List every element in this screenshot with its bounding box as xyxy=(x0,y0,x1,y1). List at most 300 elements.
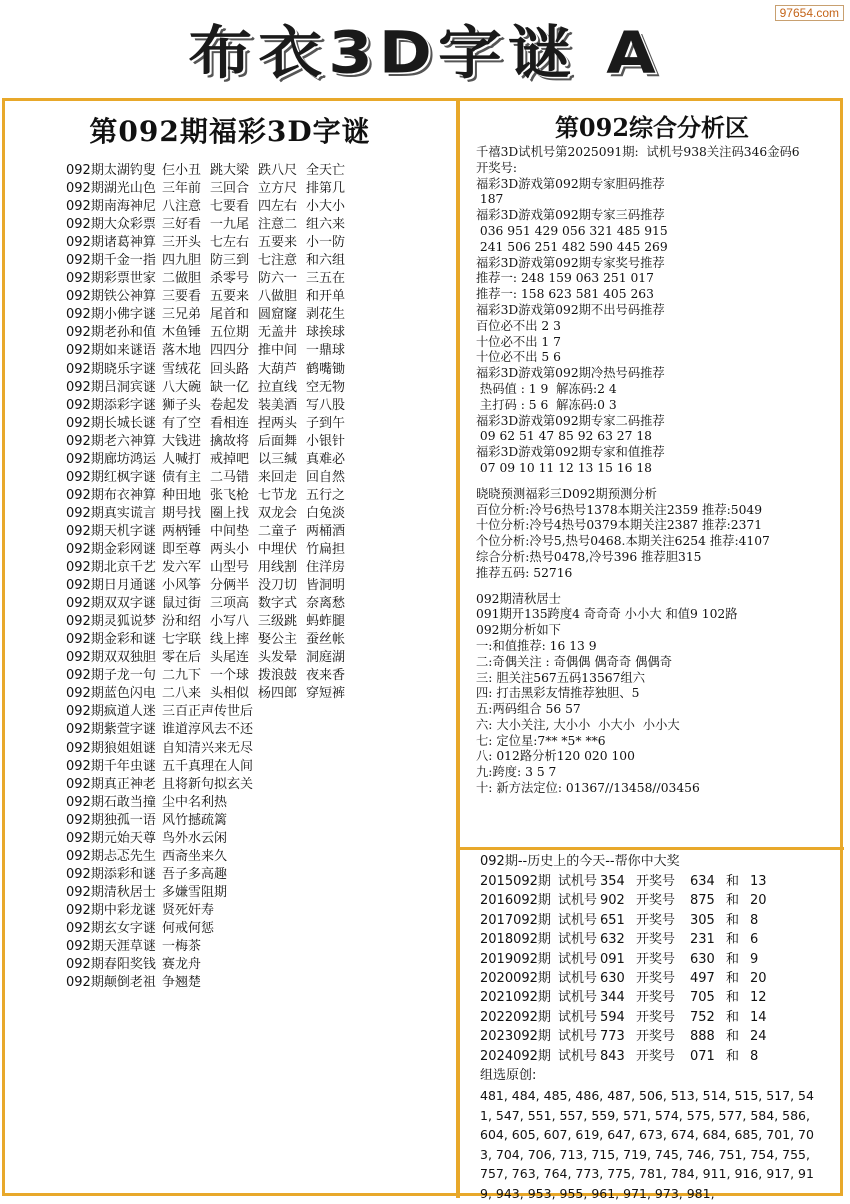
draw-label: 开奖号 xyxy=(636,1029,676,1045)
column-divider xyxy=(456,98,460,1198)
analysis-line: 187 xyxy=(476,192,504,207)
draw-number: 231 xyxy=(690,932,715,948)
trial-number: 344 xyxy=(600,990,625,1006)
trial-label: 试机号 xyxy=(558,951,598,967)
riddle-text xyxy=(162,956,201,974)
riddle-phrase: 债有主 xyxy=(162,469,202,485)
analysis-line: 十位分析:冷号4热号0379本期关注2387 推荐:2371 xyxy=(476,518,763,533)
analysis-line: 福彩3D游戏第092期专家奖号推荐 xyxy=(476,255,665,270)
trial-number: 354 xyxy=(600,874,625,889)
history-row xyxy=(476,1047,836,1066)
history-row xyxy=(476,891,836,910)
riddle-phrase: 小银针 xyxy=(306,433,346,449)
sum-value: 20 xyxy=(750,893,767,909)
riddle-row xyxy=(66,848,450,866)
riddle-text xyxy=(162,397,345,415)
analysis-line: 092期清秋居士 xyxy=(476,591,561,606)
history-row xyxy=(476,988,836,1007)
riddle-text xyxy=(162,667,345,685)
analysis-line: 七: 定位星:7** *5* **6 xyxy=(476,733,606,748)
trial-number: 630 xyxy=(600,971,625,987)
riddle-text xyxy=(162,361,345,379)
sum-value: 9 xyxy=(750,951,759,967)
riddle-text xyxy=(162,433,345,451)
riddle-phrase: 三级跳 xyxy=(258,614,298,630)
riddle-phrase: 卷起发 xyxy=(210,397,250,413)
riddle-row xyxy=(66,397,450,415)
riddle-phrase: 竹扁担 xyxy=(306,541,346,557)
riddle-source: 092期颠倒老祖 xyxy=(66,975,156,991)
riddle-phrase: 子到午 xyxy=(306,415,346,431)
riddle-phrase: 贤死奸寿 xyxy=(162,902,215,918)
history-row xyxy=(476,930,836,949)
riddle-row xyxy=(66,721,450,739)
riddle-text xyxy=(162,740,253,758)
riddle-row xyxy=(66,577,450,595)
riddle-text xyxy=(162,920,214,938)
riddle-phrase: 一个球 xyxy=(210,668,250,684)
riddle-phrase: 自知清兴来无尽 xyxy=(162,740,254,756)
riddle-source: 092期吕洞宾谜 xyxy=(66,379,156,395)
riddle-phrase: 穿短裤 xyxy=(306,686,346,702)
riddle-phrase: 吾子多高趣 xyxy=(162,866,228,882)
riddle-row xyxy=(66,252,450,270)
sum-label: 和 xyxy=(726,912,740,928)
riddle-row xyxy=(66,361,450,379)
draw-number: 497 xyxy=(690,971,715,987)
sum-label: 和 xyxy=(726,874,740,889)
sum-label: 和 xyxy=(726,990,740,1006)
history-panel xyxy=(476,852,836,1204)
riddle-source: 092期太湖钓叟 xyxy=(66,163,156,178)
draw-number: 888 xyxy=(690,1029,715,1045)
riddle-text xyxy=(162,721,253,739)
riddle-phrase: 无盖井 xyxy=(258,325,298,341)
trial-label: 试机号 xyxy=(558,990,598,1006)
analysis-line: 三: 胆关注567五码13567组六 xyxy=(476,670,646,685)
riddle-phrase: 防三到 xyxy=(210,253,250,269)
riddle-source: 092期彩票世家 xyxy=(66,271,156,287)
riddle-text xyxy=(162,415,345,433)
riddle-phrase: 捏两头 xyxy=(258,415,298,431)
riddle-text xyxy=(162,974,201,992)
analysis-line: 福彩3D游戏第092期专家二码推荐 xyxy=(476,413,665,428)
riddle-phrase: 白兔淡 xyxy=(306,505,346,521)
draw-label: 开奖号 xyxy=(636,893,676,909)
riddle-text xyxy=(162,252,345,270)
riddle-phrase: 和开单 xyxy=(306,289,346,305)
riddle-phrase: 赛龙舟 xyxy=(162,957,202,973)
riddle-phrase: 中间垫 xyxy=(210,523,250,539)
riddle-phrase: 娶公主 xyxy=(258,632,298,648)
riddle-source: 092期老孙和值 xyxy=(66,325,156,341)
riddle-phrase: 五行之 xyxy=(306,487,346,503)
riddle-phrase: 张飞枪 xyxy=(210,487,250,503)
riddle-phrase: 跳大梁 xyxy=(210,163,250,178)
analysis-line: 千禧3D试机号第2025091期: 试机号938关注码346金码6 xyxy=(476,145,800,159)
riddle-source: 092期廊坊鸿运 xyxy=(66,451,156,467)
riddle-text xyxy=(162,559,345,577)
riddle-phrase: 三五在 xyxy=(306,271,346,287)
riddle-text xyxy=(162,523,345,541)
riddle-source: 092期南海神尼 xyxy=(66,199,156,215)
riddle-source: 092期添彩和谜 xyxy=(66,866,156,882)
history-rows xyxy=(476,872,836,1066)
riddle-phrase: 全天亡 xyxy=(306,163,346,178)
riddle-source: 092期布衣神算 xyxy=(66,487,156,503)
riddle-source: 092期蓝色闪电 xyxy=(66,686,156,702)
analysis-line: 036 951 429 056 321 485 915 xyxy=(476,223,668,238)
riddle-source: 092期晓乐字谜 xyxy=(66,361,156,377)
riddle-source: 092期真实谎言 xyxy=(66,505,156,521)
riddle-phrase: 雪绒花 xyxy=(162,361,202,377)
riddle-phrase: 杀零号 xyxy=(210,271,250,287)
riddle-phrase: 谁道淳风去不还 xyxy=(162,722,254,738)
trial-label: 试机号 xyxy=(558,1029,598,1045)
riddle-phrase: 狮子头 xyxy=(162,397,202,413)
draw-number: 705 xyxy=(690,990,715,1006)
analysis-line: 五:两码组合 56 57 xyxy=(476,702,581,717)
riddle-source: 092期金彩和谜 xyxy=(66,632,156,648)
sum-label: 和 xyxy=(726,893,740,909)
riddle-source: 092期真正神老 xyxy=(66,776,156,792)
riddle-row xyxy=(66,270,450,288)
draw-number: 752 xyxy=(690,1009,715,1025)
site-watermark: 97654.com xyxy=(775,5,844,21)
riddle-text xyxy=(162,758,253,776)
riddle-row xyxy=(66,631,450,649)
riddle-row xyxy=(66,306,450,324)
riddle-phrase: 双龙会 xyxy=(258,505,298,521)
analysis-line: 综合分析:热号0478,冷号396 推荐胆315 xyxy=(476,549,702,564)
riddle-source: 092期铁公神算 xyxy=(66,289,156,305)
sum-label: 和 xyxy=(726,1048,740,1064)
riddle-text xyxy=(162,288,345,306)
riddle-source: 092期诸葛神算 xyxy=(66,235,156,251)
riddle-phrase: 洞庭湖 xyxy=(306,650,346,666)
riddle-phrase: 剥花生 xyxy=(306,307,346,323)
riddle-phrase: 二九下 xyxy=(162,668,202,684)
riddle-row xyxy=(66,812,450,830)
riddle-row xyxy=(66,469,450,487)
riddle-phrase: 推中间 xyxy=(258,343,298,359)
riddle-text xyxy=(162,487,345,505)
period-cell: 2019092期 xyxy=(480,951,551,967)
riddle-phrase: 仨小丑 xyxy=(162,163,202,178)
analysis-lines xyxy=(466,145,838,797)
riddle-phrase: 两桶酒 xyxy=(306,523,346,539)
riddle-row xyxy=(66,902,450,920)
draw-label: 开奖号 xyxy=(636,971,676,987)
sum-value: 6 xyxy=(750,932,759,948)
riddle-text xyxy=(162,306,345,324)
riddle-row xyxy=(66,613,450,631)
riddle-row xyxy=(66,649,450,667)
riddle-phrase: 拉直线 xyxy=(258,379,298,395)
riddle-phrase: 三回合 xyxy=(210,181,250,197)
trial-label: 试机号 xyxy=(558,971,598,987)
riddle-phrase: 三年前 xyxy=(162,181,202,197)
history-row xyxy=(476,1008,836,1027)
analysis-line: 九:跨度: 3 5 7 xyxy=(476,765,557,780)
sum-value: 8 xyxy=(750,912,759,928)
riddle-phrase: 大钱进 xyxy=(162,433,202,449)
sum-value: 20 xyxy=(750,971,767,987)
sum-value: 8 xyxy=(750,1048,759,1064)
draw-number: 630 xyxy=(690,951,715,967)
period-cell: 2018092期 xyxy=(480,932,551,948)
riddle-text xyxy=(162,379,345,397)
riddle-text xyxy=(162,902,214,920)
riddle-phrase: 两柄锤 xyxy=(162,523,202,539)
riddle-source: 092期北京千艺 xyxy=(66,560,156,576)
analysis-line: 福彩3D游戏第092期专家胆码推荐 xyxy=(476,176,665,191)
riddle-phrase: 小风筝 xyxy=(162,578,202,594)
riddle-text xyxy=(162,649,345,667)
riddle-phrase: 八做胆 xyxy=(258,289,298,305)
analysis-line: 百位分析:冷号6热号1378本期关注2359 推荐:5049 xyxy=(476,502,763,517)
riddle-phrase: 七字联 xyxy=(162,632,202,648)
riddle-phrase: 二马错 xyxy=(210,469,250,485)
riddle-phrase: 何戒何惩 xyxy=(162,920,215,936)
riddle-phrase: 多嫌雪阻期 xyxy=(162,884,228,900)
riddle-row xyxy=(66,505,450,523)
riddle-source: 092期疯道人迷 xyxy=(66,704,156,720)
analysis-line: 八: 012路分析120 020 100 xyxy=(476,749,635,764)
riddle-source: 092期清秋居士 xyxy=(66,884,156,900)
riddle-text xyxy=(162,469,345,487)
riddle-phrase: 大葫芦 xyxy=(258,361,298,377)
riddle-row xyxy=(66,758,450,776)
riddle-phrase: 二童子 xyxy=(258,523,298,539)
riddle-phrase: 夜来香 xyxy=(306,668,346,684)
draw-number: 071 xyxy=(690,1048,715,1064)
riddle-row xyxy=(66,740,450,758)
riddle-phrase: 真难必 xyxy=(306,451,346,467)
riddle-text xyxy=(162,342,345,360)
draw-number: 634 xyxy=(690,874,715,889)
riddle-source: 092期湖光山色 xyxy=(66,181,156,197)
riddle-row xyxy=(66,324,450,342)
riddle-row xyxy=(66,830,450,848)
riddle-text xyxy=(162,794,227,812)
riddle-phrase: 分俩半 xyxy=(210,578,250,594)
riddle-phrase: 鹤嘴锄 xyxy=(306,361,346,377)
riddle-source: 092期红枫字谜 xyxy=(66,469,156,485)
sum-value: 12 xyxy=(750,990,767,1006)
analysis-line: 十位必不出 1 7 xyxy=(476,334,561,349)
riddle-row xyxy=(66,451,450,469)
history-title: 092期--历史上的今天--帮你中大奖 xyxy=(480,854,680,869)
riddle-source: 092期中彩龙谜 xyxy=(66,902,156,918)
riddle-source: 092期千金一指 xyxy=(66,253,156,269)
riddle-phrase: 鸟外水云闲 xyxy=(162,830,228,846)
riddle-phrase: 四左右 xyxy=(258,199,298,215)
riddle-phrase: 住洋房 xyxy=(306,560,346,576)
riddle-phrase: 七节龙 xyxy=(258,487,298,503)
analysis-line: 百位必不出 2 3 xyxy=(476,318,561,333)
trial-label: 试机号 xyxy=(558,932,598,948)
riddle-phrase: 八注意 xyxy=(162,199,202,215)
draw-label: 开奖号 xyxy=(636,932,676,948)
analysis-line: 福彩3D游戏第092期冷热号码推荐 xyxy=(476,366,665,381)
riddle-source: 092期忐忑先生 xyxy=(66,848,156,864)
riddle-phrase: 鼠过街 xyxy=(162,596,202,612)
analysis-line: 二:奇偶关注 : 奇偶偶 偶奇奇 偶偶奇 xyxy=(476,654,673,669)
riddle-phrase: 跌八尺 xyxy=(258,163,298,178)
analysis-line: 福彩3D游戏第092期不出号码推荐 xyxy=(476,302,665,317)
riddle-phrase: 看相连 xyxy=(210,415,250,431)
riddle-text xyxy=(162,541,345,559)
riddle-text xyxy=(162,685,345,703)
analysis-line: 六: 大小关注, 大小小 小大小 小小大 xyxy=(476,717,680,732)
draw-number: 305 xyxy=(690,912,715,928)
riddle-row xyxy=(66,487,450,505)
riddle-text xyxy=(162,595,345,613)
riddle-text xyxy=(162,848,227,866)
riddle-phrase: 三兄弟 xyxy=(162,307,202,323)
analysis-line: 一:和值推荐: 16 13 9 xyxy=(476,638,597,653)
riddle-text xyxy=(162,703,253,721)
riddle-phrase: 四九胆 xyxy=(162,253,202,269)
riddle-phrase: 木鱼锤 xyxy=(162,325,202,341)
riddle-list xyxy=(10,162,450,992)
history-row xyxy=(476,950,836,969)
riddle-phrase: 争翘楚 xyxy=(162,975,202,991)
riddle-phrase: 小写八 xyxy=(210,614,250,630)
trial-label: 试机号 xyxy=(558,874,598,889)
riddle-source: 092期老六神算 xyxy=(66,433,156,449)
trial-label: 试机号 xyxy=(558,1009,598,1025)
trial-number: 632 xyxy=(600,932,625,948)
riddle-phrase: 来回走 xyxy=(258,469,298,485)
riddle-phrase: 人喊打 xyxy=(162,451,202,467)
riddle-text xyxy=(162,866,227,884)
sum-label: 和 xyxy=(726,1009,740,1025)
riddle-phrase: 没刀切 xyxy=(258,578,298,594)
riddle-row xyxy=(66,974,450,992)
riddle-phrase: 三百正声传世后 xyxy=(162,704,254,720)
analysis-line xyxy=(476,582,838,592)
sum-label: 和 xyxy=(726,971,740,987)
riddle-phrase: 汾和绍 xyxy=(162,614,202,630)
history-row xyxy=(476,911,836,930)
riddle-phrase: 西斋坐来久 xyxy=(162,848,228,864)
draw-number: 875 xyxy=(690,893,715,909)
analysis-line: 热码值 : 1 9 解冻码:2 4 xyxy=(476,381,617,396)
analysis-line: 推荐一: 158 623 581 405 263 xyxy=(476,287,654,302)
riddle-source: 092期天机字谜 xyxy=(66,523,156,539)
group-label: 组选原创: xyxy=(480,1068,537,1084)
period-cell: 2017092期 xyxy=(480,912,551,928)
riddle-phrase: 三好看 xyxy=(162,217,202,233)
trial-number: 843 xyxy=(600,1048,625,1064)
riddle-phrase: 中埋伏 xyxy=(258,541,298,557)
period-cell: 2020092期 xyxy=(480,971,551,987)
analysis-line: 092期分析如下 xyxy=(476,623,561,638)
riddle-phrase: 后面舞 xyxy=(258,433,298,449)
riddle-source: 092期玄女字谜 xyxy=(66,920,156,936)
analysis-line: 09 62 51 47 85 92 63 27 18 xyxy=(476,429,653,444)
riddle-phrase: 三开头 xyxy=(162,235,202,251)
riddle-row xyxy=(66,920,450,938)
riddle-source: 092期金彩网谜 xyxy=(66,541,156,557)
period-cell: 2023092期 xyxy=(480,1029,551,1045)
trial-label: 试机号 xyxy=(558,912,598,928)
riddle-row xyxy=(66,541,450,559)
analysis-panel-title: 第092综合分析区 xyxy=(554,113,750,142)
riddle-phrase: 五要来 xyxy=(210,289,250,305)
riddle-row xyxy=(66,288,450,306)
riddle-phrase: 五位期 xyxy=(210,325,250,341)
draw-label: 开奖号 xyxy=(636,990,676,1006)
riddle-text xyxy=(162,577,345,595)
draw-label: 开奖号 xyxy=(636,874,676,889)
riddle-row xyxy=(66,342,450,360)
riddle-source: 092期如来谜语 xyxy=(66,343,156,359)
riddle-source: 092期小佛字谜 xyxy=(66,307,156,323)
history-row xyxy=(476,969,836,988)
riddle-row xyxy=(66,595,450,613)
group-numbers: 481, 484, 485, 486, 487, 506, 513, 514, 515, 517, 541, 547, 551, 557, 559, 571, 574, 575, 577, 584, 586, 604, 605, 607, 619, 647, 673, 674, 684, 685, 701, 703, 704, 706, 713, 715, 719, 745, 746, 751, 754, 755, 757, 763, 764, 773, 775, 781, 784, 911, 916, 917, 919, 943, 953, 955, 961, 971, 973, 981, xyxy=(480,1088,814,1202)
riddle-phrase: 蚂蚱腿 xyxy=(306,614,346,630)
draw-label: 开奖号 xyxy=(636,1009,676,1025)
riddle-phrase: 且将新句拟玄关 xyxy=(162,776,254,792)
riddle-phrase: 注意二 xyxy=(258,217,298,233)
history-row xyxy=(476,1027,836,1046)
riddle-phrase: 擒故将 xyxy=(210,433,250,449)
riddle-panel-title: 第092期福彩3D字谜 xyxy=(89,115,371,148)
riddle-phrase: 装美酒 xyxy=(258,397,298,413)
riddle-row xyxy=(66,198,450,216)
riddle-source: 092期春阳奖钱 xyxy=(66,957,156,973)
riddle-row xyxy=(66,703,450,721)
trial-label: 试机号 xyxy=(558,893,598,909)
riddle-phrase: 三要看 xyxy=(162,289,202,305)
riddle-source: 092期独孤一语 xyxy=(66,812,156,828)
riddle-source: 092期添彩字谜 xyxy=(66,397,156,413)
riddle-phrase: 缺一亿 xyxy=(210,379,250,395)
period-cell: 2022092期 xyxy=(480,1009,551,1025)
section-divider xyxy=(458,847,844,850)
period-cell: 2016092期 xyxy=(480,893,551,909)
riddle-text xyxy=(162,180,345,198)
analysis-line: 十位必不出 5 6 xyxy=(476,350,561,365)
analysis-line: 推荐五码: 52716 xyxy=(476,565,573,580)
riddle-phrase: 尘中名利热 xyxy=(162,794,228,810)
riddle-phrase: 三项高 xyxy=(210,596,250,612)
period-cell: 2021092期 xyxy=(480,990,551,1006)
riddle-phrase: 七要看 xyxy=(210,199,250,215)
riddle-phrase: 尾首和 xyxy=(210,307,250,323)
riddle-phrase: 七注意 xyxy=(258,253,298,269)
draw-label: 开奖号 xyxy=(636,951,676,967)
analysis-line: 晓晓预测福彩三D092期预测分析 xyxy=(476,486,657,501)
riddle-phrase: 排第几 xyxy=(306,181,346,197)
riddle-row xyxy=(66,523,450,541)
trial-number: 651 xyxy=(600,912,625,928)
riddle-text xyxy=(162,324,345,342)
analysis-line: 主打码 : 5 6 解冻码:0 3 xyxy=(476,397,617,412)
riddle-source: 092期双双字谜 xyxy=(66,596,156,612)
riddle-row xyxy=(66,956,450,974)
riddle-phrase: 头尾连 xyxy=(210,650,250,666)
riddle-phrase: 小一防 xyxy=(306,235,346,251)
riddle-source: 092期大众彩票 xyxy=(66,217,156,233)
sum-label: 和 xyxy=(726,1029,740,1045)
sum-value: 14 xyxy=(750,1009,767,1025)
analysis-line: 推荐一: 248 159 063 251 017 xyxy=(476,271,654,286)
